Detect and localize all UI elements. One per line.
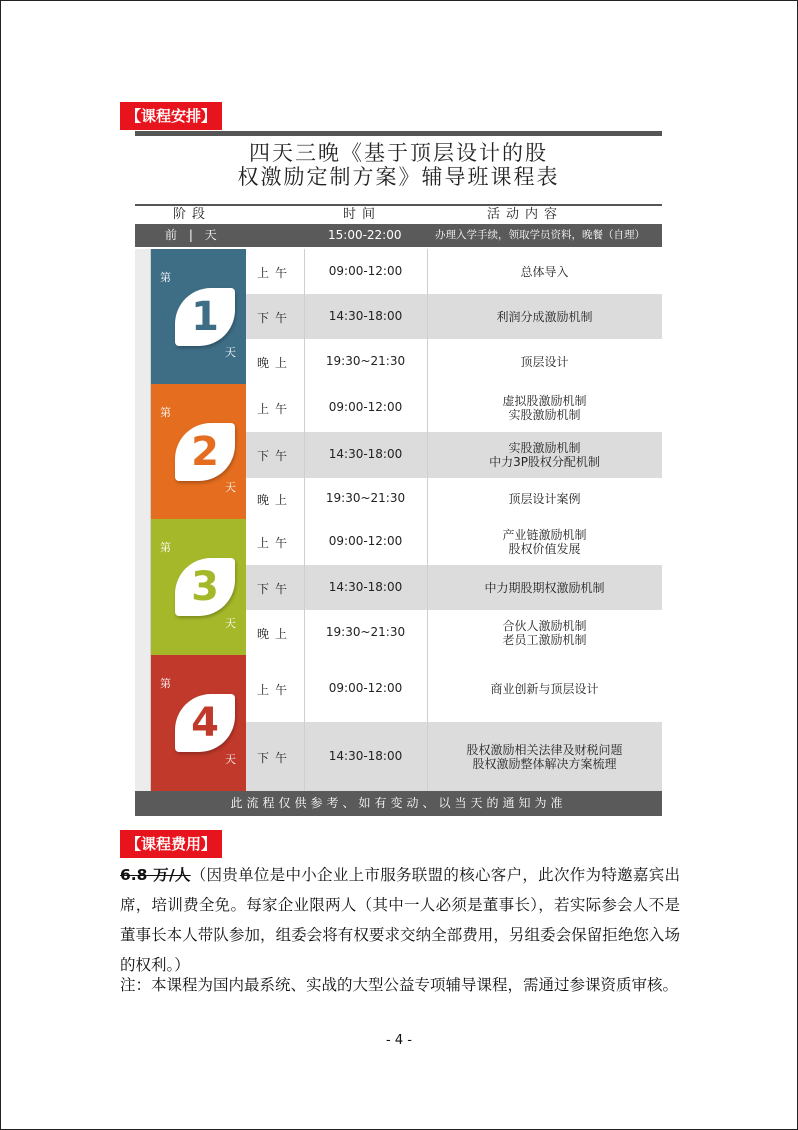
slot-time: 09:00-12:00 (328, 534, 403, 548)
slot-activity-line: 老员工激励机制 (502, 632, 587, 647)
day-block-3 (135, 519, 662, 655)
day-number: 1 (191, 294, 219, 340)
slot-time: 19:30~21:30 (325, 353, 406, 368)
slot-activity-line: 产业链激励机制 (502, 528, 587, 542)
day-block-1 (135, 249, 662, 384)
slot-activity-line: 中力期股期权激励机制 (484, 580, 605, 595)
day-number-badge (175, 558, 235, 616)
day-card-2 (151, 384, 246, 519)
day-number-badge (175, 288, 235, 346)
slot-period: 下午 (256, 449, 293, 463)
schedule-section-tag: 【课程安排】 (120, 102, 222, 130)
day-side-strip (135, 655, 151, 791)
slot-time: 14:30-18:00 (328, 308, 403, 323)
schedule-slot (246, 294, 662, 339)
slot-time: 14:30-18:00 (328, 748, 403, 763)
pre-day-label: 前 | 天 (165, 228, 221, 242)
day-block-2 (135, 384, 662, 519)
slot-activity (427, 394, 662, 422)
slot-activity (427, 355, 662, 369)
header-activity: 活动内容 (487, 207, 564, 222)
slot-period: 晚上 (256, 492, 293, 507)
slot-activity (427, 682, 662, 696)
slot-activity (427, 310, 662, 324)
schedule-slot (246, 384, 662, 432)
schedule-title-line2: 权激励定制方案》辅导班课程表 (237, 165, 560, 189)
fee-note: 注：本课程为国内最系统、实战的大型公益专项辅导课程，需通过参课资质审核。 (120, 976, 679, 994)
slot-activity-line: 中力3P股权分配机制 (489, 455, 600, 469)
day-number: 2 (191, 429, 219, 475)
schedule-slot (246, 478, 662, 519)
slot-time: 19:30~21:30 (325, 624, 406, 639)
slot-period: 下午 (256, 750, 293, 765)
schedule-slot (246, 249, 662, 294)
slot-time: 19:30~21:30 (325, 490, 406, 505)
slot-period: 上午 (256, 402, 293, 416)
day-card-4 (151, 655, 246, 791)
course-schedule-table (135, 131, 662, 816)
header-stage: 阶段 (173, 207, 212, 222)
slot-activity-line: 虚拟股激励机制 (502, 394, 587, 408)
day-label-bottom: 天 (225, 753, 236, 766)
day-number-badge (175, 694, 235, 752)
day-block-4 (135, 655, 662, 791)
header-time: 时间 (343, 207, 382, 222)
fee-section-tag: 【课程费用】 (120, 830, 222, 858)
day-label-top: 第 (160, 406, 171, 419)
day-card-3 (151, 519, 246, 655)
slot-activity (427, 581, 662, 595)
slot-activity-line: 股权激励相关法律及财税问题 (466, 742, 623, 757)
schedule-slot (246, 655, 662, 722)
day-side-strip (135, 384, 151, 519)
slot-activity (427, 265, 662, 279)
slot-activity-line: 实股激励机制 (508, 408, 581, 422)
day-label-top: 第 (160, 541, 171, 554)
slot-time: 14:30-18:00 (328, 447, 403, 461)
day-label-bottom: 天 (225, 617, 236, 630)
schedule-slot (246, 610, 662, 655)
slot-activity-line: 利润分成激励机制 (496, 309, 593, 324)
slot-time: 09:00-12:00 (328, 263, 403, 278)
pre-day-activity: 办理入学手续，领取学员资料，晚餐（自理） (435, 229, 645, 241)
slot-activity-line: 股权价值发展 (508, 542, 581, 556)
slot-activity-line: 商业创新与顶层设计 (490, 681, 599, 696)
title-top-band (135, 131, 662, 136)
page-number: - 4 - (386, 1033, 412, 1048)
slot-activity-line: 顶层设计案例 (508, 491, 581, 506)
day-number: 3 (191, 564, 219, 610)
day-card-1 (151, 249, 246, 384)
day-side-strip (135, 519, 151, 655)
schedule-slot (246, 339, 662, 384)
schedule-slot (246, 519, 662, 565)
schedule-footer-note: 此流程仅供参考、如有变动、以当天的通知为准 (135, 791, 662, 816)
slot-time: 09:00-12:00 (328, 680, 403, 695)
fee-price: 6.8 万/人 (120, 866, 191, 884)
slot-activity (427, 619, 662, 647)
day-number: 4 (191, 700, 219, 746)
slot-period: 下午 (256, 310, 293, 325)
slot-activity-line: 顶层设计 (520, 354, 569, 369)
schedule-title (135, 141, 662, 189)
slot-activity (427, 528, 662, 556)
slot-time: 14:30-18:00 (328, 579, 403, 594)
day-label-top: 第 (160, 271, 171, 284)
schedule-slot (246, 565, 662, 610)
slot-activity (427, 492, 662, 506)
schedule-title-line1: 四天三晚《基于顶层设计的股 (249, 141, 548, 165)
slot-activity-line: 实股激励机制 (508, 441, 581, 455)
schedule-slot (246, 432, 662, 478)
slot-activity-line: 合伙人激励机制 (502, 618, 587, 633)
pre-day-row (135, 224, 662, 247)
schedule-header-row (135, 204, 662, 224)
day-number-badge (175, 423, 235, 481)
slot-period: 下午 (256, 581, 293, 596)
fee-paragraph (120, 860, 680, 980)
slot-period: 上午 (256, 682, 293, 697)
day-side-strip (135, 249, 151, 384)
day-label-bottom: 天 (225, 481, 236, 494)
schedule-slot (246, 722, 662, 791)
day-label-bottom: 天 (225, 346, 236, 359)
slot-period: 上午 (256, 265, 293, 280)
slot-activity-line: 总体导入 (520, 264, 569, 279)
slot-time: 09:00-12:00 (328, 400, 403, 414)
day-label-top: 第 (160, 677, 171, 690)
slot-period: 晚上 (256, 626, 293, 641)
slot-activity (427, 743, 662, 771)
pre-day-time: 15:00-22:00 (328, 228, 402, 242)
slot-period: 晚上 (256, 355, 293, 370)
slot-period: 上午 (256, 536, 293, 550)
slot-activity-line: 股权激励整体解决方案梳理 (472, 756, 617, 771)
slot-activity (427, 441, 662, 469)
fee-description: （因贵单位是中小企业上市服务联盟的核心客户，此次作为特邀嘉宾出席，培训费全免。每家企业限两人（其中一人必须是董事长），若实际参会人不是董事长本人带队参加，组委会将有权要求交纳全部费用，另组委会保留拒绝您入场的权利。） (120, 866, 681, 974)
